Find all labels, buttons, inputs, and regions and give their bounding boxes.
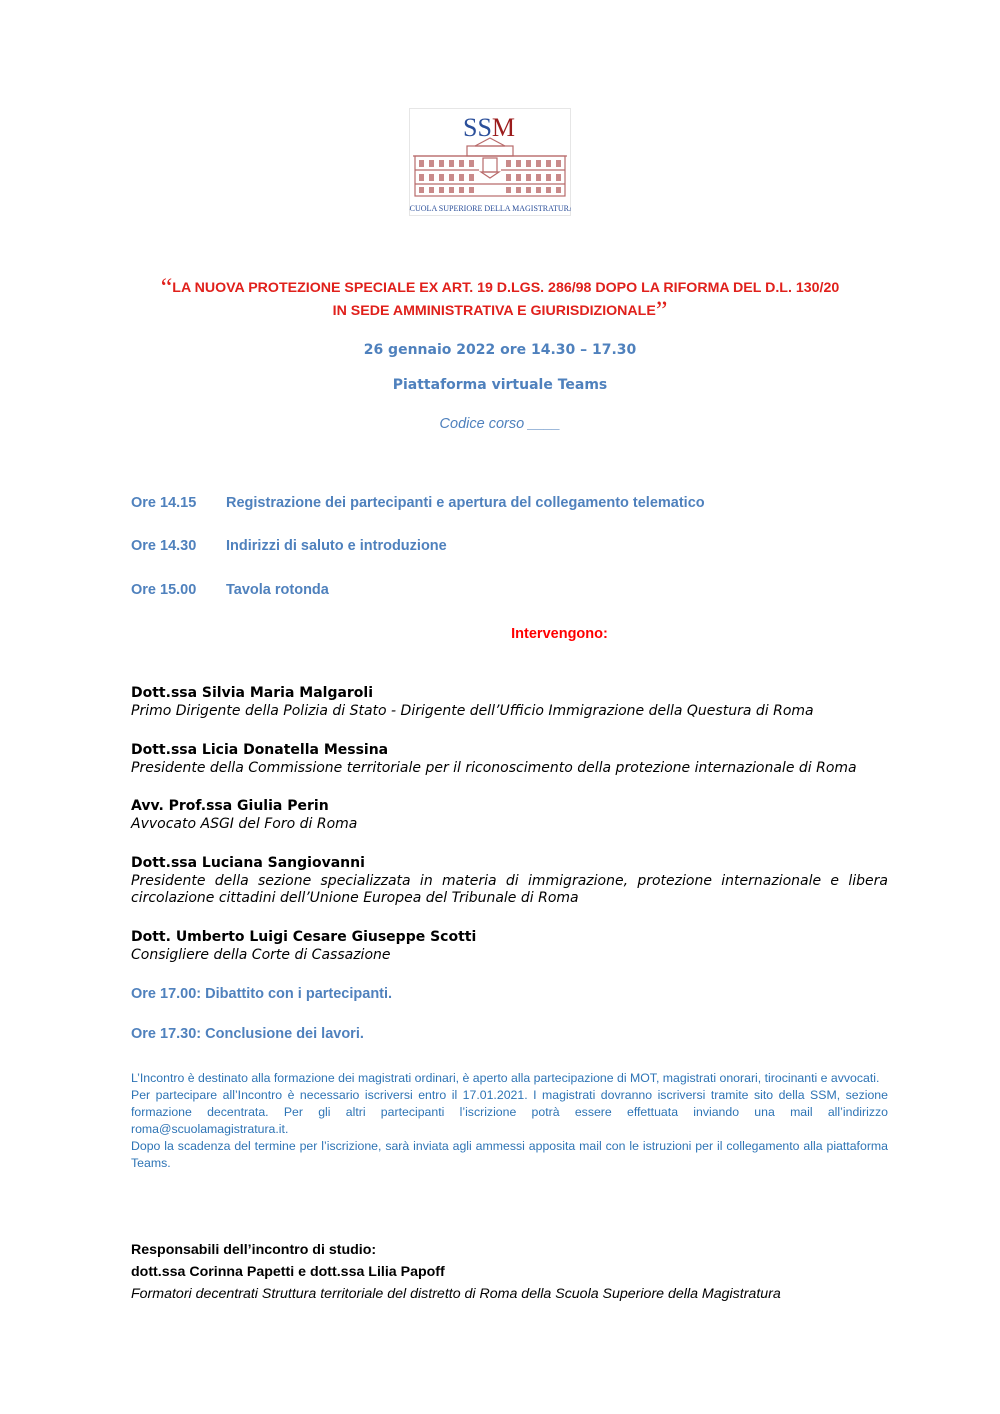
speaker-role: Consigliere della Corte di Cassazione xyxy=(131,947,391,963)
ssm-logo xyxy=(409,108,571,216)
title-open-quote: “ xyxy=(160,273,173,302)
speaker xyxy=(131,741,888,777)
logo-initials: SSM xyxy=(462,113,516,142)
speaker-name: Dott.ssa Luciana Sangiovanni xyxy=(131,855,365,871)
participation-notes xyxy=(131,1070,888,1172)
responsible-block xyxy=(131,1239,891,1305)
conclusion-line: Ore 17.30: Conclusione dei lavori. xyxy=(131,1026,364,1042)
event-title-line-2: IN SEDE AMMINISTRATIVA E GIURISDIZIONALE” xyxy=(332,296,668,325)
event-date: 26 gennaio 2022 ore 14.30 – 17.30 xyxy=(363,342,637,358)
program-text: Registrazione dei partecipanti e apertura del collegamento telematico xyxy=(226,495,705,511)
program-time: Ore 15.00 xyxy=(131,582,197,598)
note-paragraph: Per partecipare all’Incontro è necessario iscriversi entro il 17.01.2021. I magistrati dovranno iscriversi tramite sito della SSM, sezione formazione decentrata. Per gli altri partecipanti l’iscrizione potrà essere effettuata inviando una mail all’indirizzo roma@scuolamagistratura.it. xyxy=(131,1088,888,1136)
program-text: Indirizzi di saluto e introduzione xyxy=(226,538,447,554)
speaker-role: Presidente della sezione specializzata in materia di immigrazione, protezione internazionale e libera circolazione cittadini dell’Unione Europea del Tribunale di Roma xyxy=(131,873,888,906)
responsible-names: dott.ssa Corinna Papetti e dott.ssa Lilia Papoff xyxy=(131,1264,445,1280)
speakers-heading: Intervengono: xyxy=(511,626,608,642)
program-time: Ore 14.15 xyxy=(131,495,197,511)
speaker xyxy=(131,928,888,964)
responsible-role: Formatori decentrati Struttura territoriale del distretto di Roma della Scuola Superiore della Magistratura xyxy=(131,1286,781,1302)
speaker-name: Dott.ssa Silvia Maria Malgaroli xyxy=(131,685,374,701)
program-text: Tavola rotonda xyxy=(226,582,329,598)
event-title xyxy=(120,273,880,325)
speaker-name: Dott.ssa Licia Donatella Messina xyxy=(131,742,389,758)
speaker-name: Dott. Umberto Luigi Cesare Giuseppe Scotti xyxy=(131,929,477,945)
course-code: Codice corso ____ xyxy=(439,416,561,432)
speaker-role: Primo Dirigente della Polizia di Stato - Dirigente dell’Ufficio Immigrazione della Questura di Roma xyxy=(131,703,814,719)
title-close-quote: ” xyxy=(655,296,668,325)
speaker-role: Avvocato ASGI del Foro di Roma xyxy=(131,816,358,832)
speaker xyxy=(131,854,888,907)
event-title-line-1: “LA NUOVA PROTEZIONE SPECIALE EX ART. 19 D.LGS. 286/98 DOPO LA RIFORMA DEL D.L. 130/20 xyxy=(160,273,840,302)
note-paragraph: L’Incontro è destinato alla formazione dei magistrati ordinari, è aperto alla partecipazione di MOT, magistrati onorari, tirocinanti e avvocati. xyxy=(131,1071,880,1085)
speaker xyxy=(131,684,888,720)
speaker-role: Presidente della Commissione territoriale per il riconoscimento della protezione internazionale di Roma xyxy=(131,760,857,776)
responsible-heading: Responsabili dell’incontro di studio: xyxy=(131,1242,377,1258)
debate-line: Ore 17.00: Dibattito con i partecipanti. xyxy=(131,986,393,1002)
program-item xyxy=(131,582,329,598)
ssm-logo-graphic xyxy=(409,108,571,216)
logo-caption: SCUOLA SUPERIORE DELLA MAGISTRATURA xyxy=(409,204,571,213)
program-item xyxy=(131,538,447,554)
speaker-name: Avv. Prof.ssa Giulia Perin xyxy=(131,798,329,814)
program-time: Ore 14.30 xyxy=(131,538,197,554)
note-paragraph: Dopo la scadenza del termine per l’iscrizione, sarà inviata agli ammessi apposita mail con le istruzioni per il collegamento alla piattaforma Teams. xyxy=(131,1139,888,1170)
event-platform: Piattaforma virtuale Teams xyxy=(392,377,608,393)
speaker xyxy=(131,797,888,833)
program-item xyxy=(131,495,705,511)
